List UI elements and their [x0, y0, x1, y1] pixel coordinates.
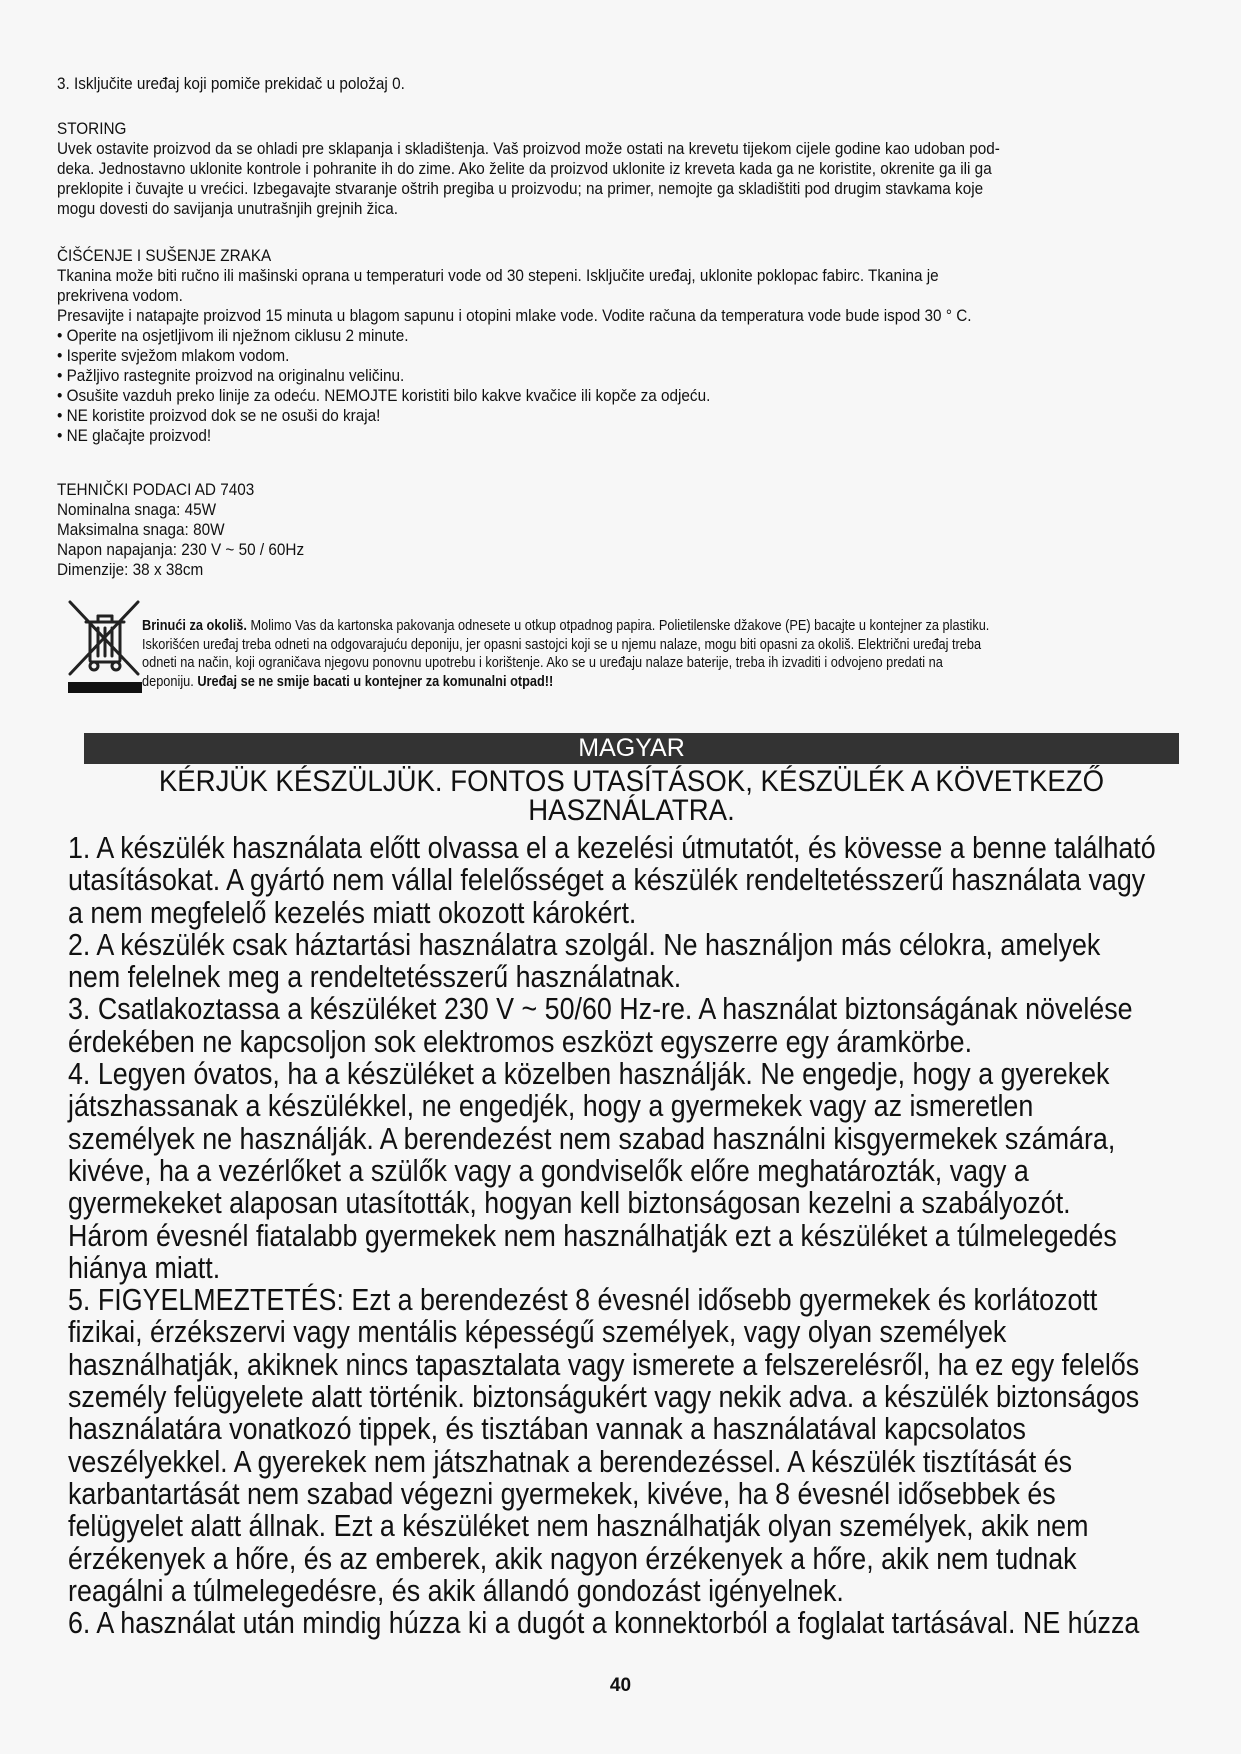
instruction-line: veszélyekkel. A gyerekek nem játszhatnak a berendezéssel. A készülék tisztítását és — [68, 1444, 1073, 1479]
page-number: 40 — [609, 1675, 632, 1696]
hungarian-instructions — [68, 832, 1156, 1639]
spec-line: Nominalna snaga: 45W — [57, 500, 217, 519]
spec-line: Maksimalna snaga: 80W — [57, 520, 225, 539]
language-banner: MAGYAR — [84, 733, 1179, 764]
instruction-line: 1. A készülék használata előtt olvassa el a kezelési útmutatót, és kövesse a benne található — [68, 831, 1156, 865]
storing-line: preklopite i čuvajte u vrećici. Izbegavajte stvaranje oštrih pregiba u proizvodu; na primer, nemojte ga skladištiti pod drugim stavkama koje — [57, 179, 984, 198]
instruction-line: érzékenyek a hőre, és az emberek, akik nagyon érzékenyek a hőre, akik nem tudnak — [68, 1541, 1077, 1576]
instruction-line: 3. Csatlakoztassa a készüléket 230 V ~ 50/60 Hz-re. A használat biztonságának növelése — [68, 992, 1133, 1027]
storing-line: deka. Jednostavno uklonite kontrole i pohranite ih do zime. Ako želite da proizvod uklonite iz kreveta kada ga ne koristite, okrenite ga ili ga — [57, 159, 992, 178]
instruction-line: nem felelnek meg a rendeltetésszerű használatnak. — [68, 960, 682, 995]
cleaning-section — [57, 246, 971, 446]
cleaning-line: Tkanina može biti ručno ili mašinski oprana u temperaturi vode od 30 stepeni. Isključite uređaj, uklonite poklopac fabirc. Tkanina je — [57, 266, 939, 285]
cleaning-bullet: • Pažljivo rastegnite proizvod na originalnu veličinu. — [57, 366, 405, 385]
cleaning-bullet: • NE glačajte proizvod! — [57, 426, 212, 445]
instruction-line: a nem megfelelő kezelés miatt okozott károkért. — [68, 895, 637, 930]
cleaning-bullet: • NE koristite proizvod dok se ne osuši do kraja! — [57, 406, 381, 425]
instruction-line: gyermekeket alaposan utasították, hogyan kell biztonságosan kezelni a szabályozót. — [68, 1186, 1071, 1221]
specs-section — [57, 480, 304, 580]
instruction-line: érdekében ne kapcsoljon sok elektromos eszközt egyszerre egy áramkörbe. — [68, 1024, 973, 1059]
instruction-line: használatára vonatkozó tippek, és tisztában vannak a használatával kapcsolatos — [68, 1412, 1026, 1447]
instruction-line: személy felügyelete alatt történik. biztonságukért vagy nekik adva. a készülék biztonságos — [68, 1380, 1140, 1415]
instruction-line: 2. A készülék csak háztartási használatra szolgál. Ne használjon más célokra, amelyek — [68, 927, 1101, 962]
instruction-line: személyek ne használják. A berendezést nem szabad használni kisgyermekek számára, — [68, 1121, 1116, 1156]
instruction-line: játszhassanak a készülékkel, ne engedjék, hogy a gyermekek vagy az ismeretlen — [68, 1089, 1034, 1124]
section-title: KÉRJÜK KÉSZÜLJÜK. FONTOS UTASÍTÁSOK, KÉSZÜLÉK A KÖVETKEZŐ HASZNÁLATRA. — [158, 765, 1105, 827]
instruction-line: felügyelet alatt állnak. Ezt a készüléket nem használhatják olyan személyek, akik nem — [68, 1509, 1089, 1544]
cleaning-line: prekrivena vodom. — [57, 286, 183, 305]
instruction-line: kivéve, ha a vezérlőket a szülők vagy a gondviselők előre meghatározták, vagy a — [68, 1153, 1029, 1188]
instruction-line: 6. A használat után mindig húzza ki a dugót a konnektorból a foglalat tartásával. NE húzza — [68, 1606, 1140, 1641]
instruction-line: 4. Legyen óvatos, ha a készüléket a közelben használják. Ne engedje, hogy a gyerekek — [68, 1057, 1110, 1092]
spec-line: Napon napajanja: 230 V ~ 50 / 60Hz — [57, 540, 305, 559]
specs-heading: TEHNIČKI PODACI AD 7403 — [57, 480, 255, 499]
instruction-line: használhatják, akiknek nincs tapasztalata vagy ismerete a felszerelésről, ha ez egy felelős — [68, 1347, 1140, 1382]
instruction-line: reagálni a túlmelegedésre, és akik állandó gondozást igényelnek. — [68, 1573, 844, 1608]
cleaning-bullet: • Osušite vazduh preko linije za odeću. NEMOJTE koristiti bilo kakve kvačice ili kopče za odjeću. — [57, 386, 711, 405]
storing-line: Uvek ostavite proizvod da se ohladi pre sklapanja i skladištenja. Vaš proizvod može ostati na krevetu tijekom cijele godine kao udoban pod- — [57, 139, 1000, 158]
storing-line: mogu dovesti do savijanja unutrašnjih grejnih žica. — [57, 199, 399, 218]
instruction-line: hiánya miatt. — [68, 1250, 221, 1285]
instruction-line: fizikai, érzékszervi vagy mentális képességű személyek, vagy olyan személyek — [68, 1315, 1007, 1350]
storing-heading: STORING — [57, 119, 127, 138]
recycle-warning: Uređaj se ne smije bacati u kontejner za komunalni otpad!! — [197, 673, 554, 690]
storing-section — [57, 119, 1000, 219]
recycle-notice: Brinući za okoliš. Molimo Vas da kartonska pakovanja odnesete u otkup otpadnog papira. Polietilenske džakove (PE) bacajte u kontejner za plastiku. Iskorišćen uređaj treba odneti na odgovarajuću deponiju, jer opasni sastojci koji se u njemu nalaze, mogu biti opasni za okoliš. Električni uređaj treba odneti na način, koji ograničava njegovu ponovnu upotrebu i korištenje. Ako se u uređaju nalaze baterije, treba ih izvaditi i odvojeno predati na deponiju. Uređaj se ne smije bacati u kontejner za komunalni otpad!! — [142, 618, 990, 690]
instruction-line: utasításokat. A gyártó nem vállal felelősséget a készülék rendeltetésszerű használata vagy — [68, 863, 1146, 898]
cleaning-line: Presavijte i natapajte proizvod 15 minuta u blagom sapunu i otopini mlake vode. Vodite računa da temperatura vode bude ispod 30 ° C. — [57, 306, 972, 325]
spec-line: Dimenzije: 38 x 38cm — [57, 560, 204, 579]
instruction-line: 5. FIGYELMEZTETÉS: Ezt a berendezést 8 évesnél idősebb gyermekek és korlátozott — [68, 1283, 1098, 1318]
cleaning-bullet: • Isperite svježom mlakom vodom. — [57, 346, 290, 365]
instruction-line: Három évesnél fiatalabb gyermekek nem használhatják ezt a készüléket a túlmelegedés — [68, 1218, 1117, 1253]
cleaning-heading: ČIŠĆENJE I SUŠENJE ZRAKA — [57, 246, 272, 265]
step-3-line: 3. Isključite uređaj koji pomiče prekidač u položaj 0. — [57, 74, 405, 93]
recycle-lead: Brinući za okoliš. — [142, 618, 247, 634]
weee-bin-icon — [66, 600, 144, 696]
instruction-line: karbantartását nem szabad végezni gyermekek, kivéve, ha 8 évesnél idősebbek és — [68, 1476, 1056, 1511]
cleaning-bullet: • Operite na osjetljivom ili nježnom ciklusu 2 minute. — [57, 326, 409, 345]
